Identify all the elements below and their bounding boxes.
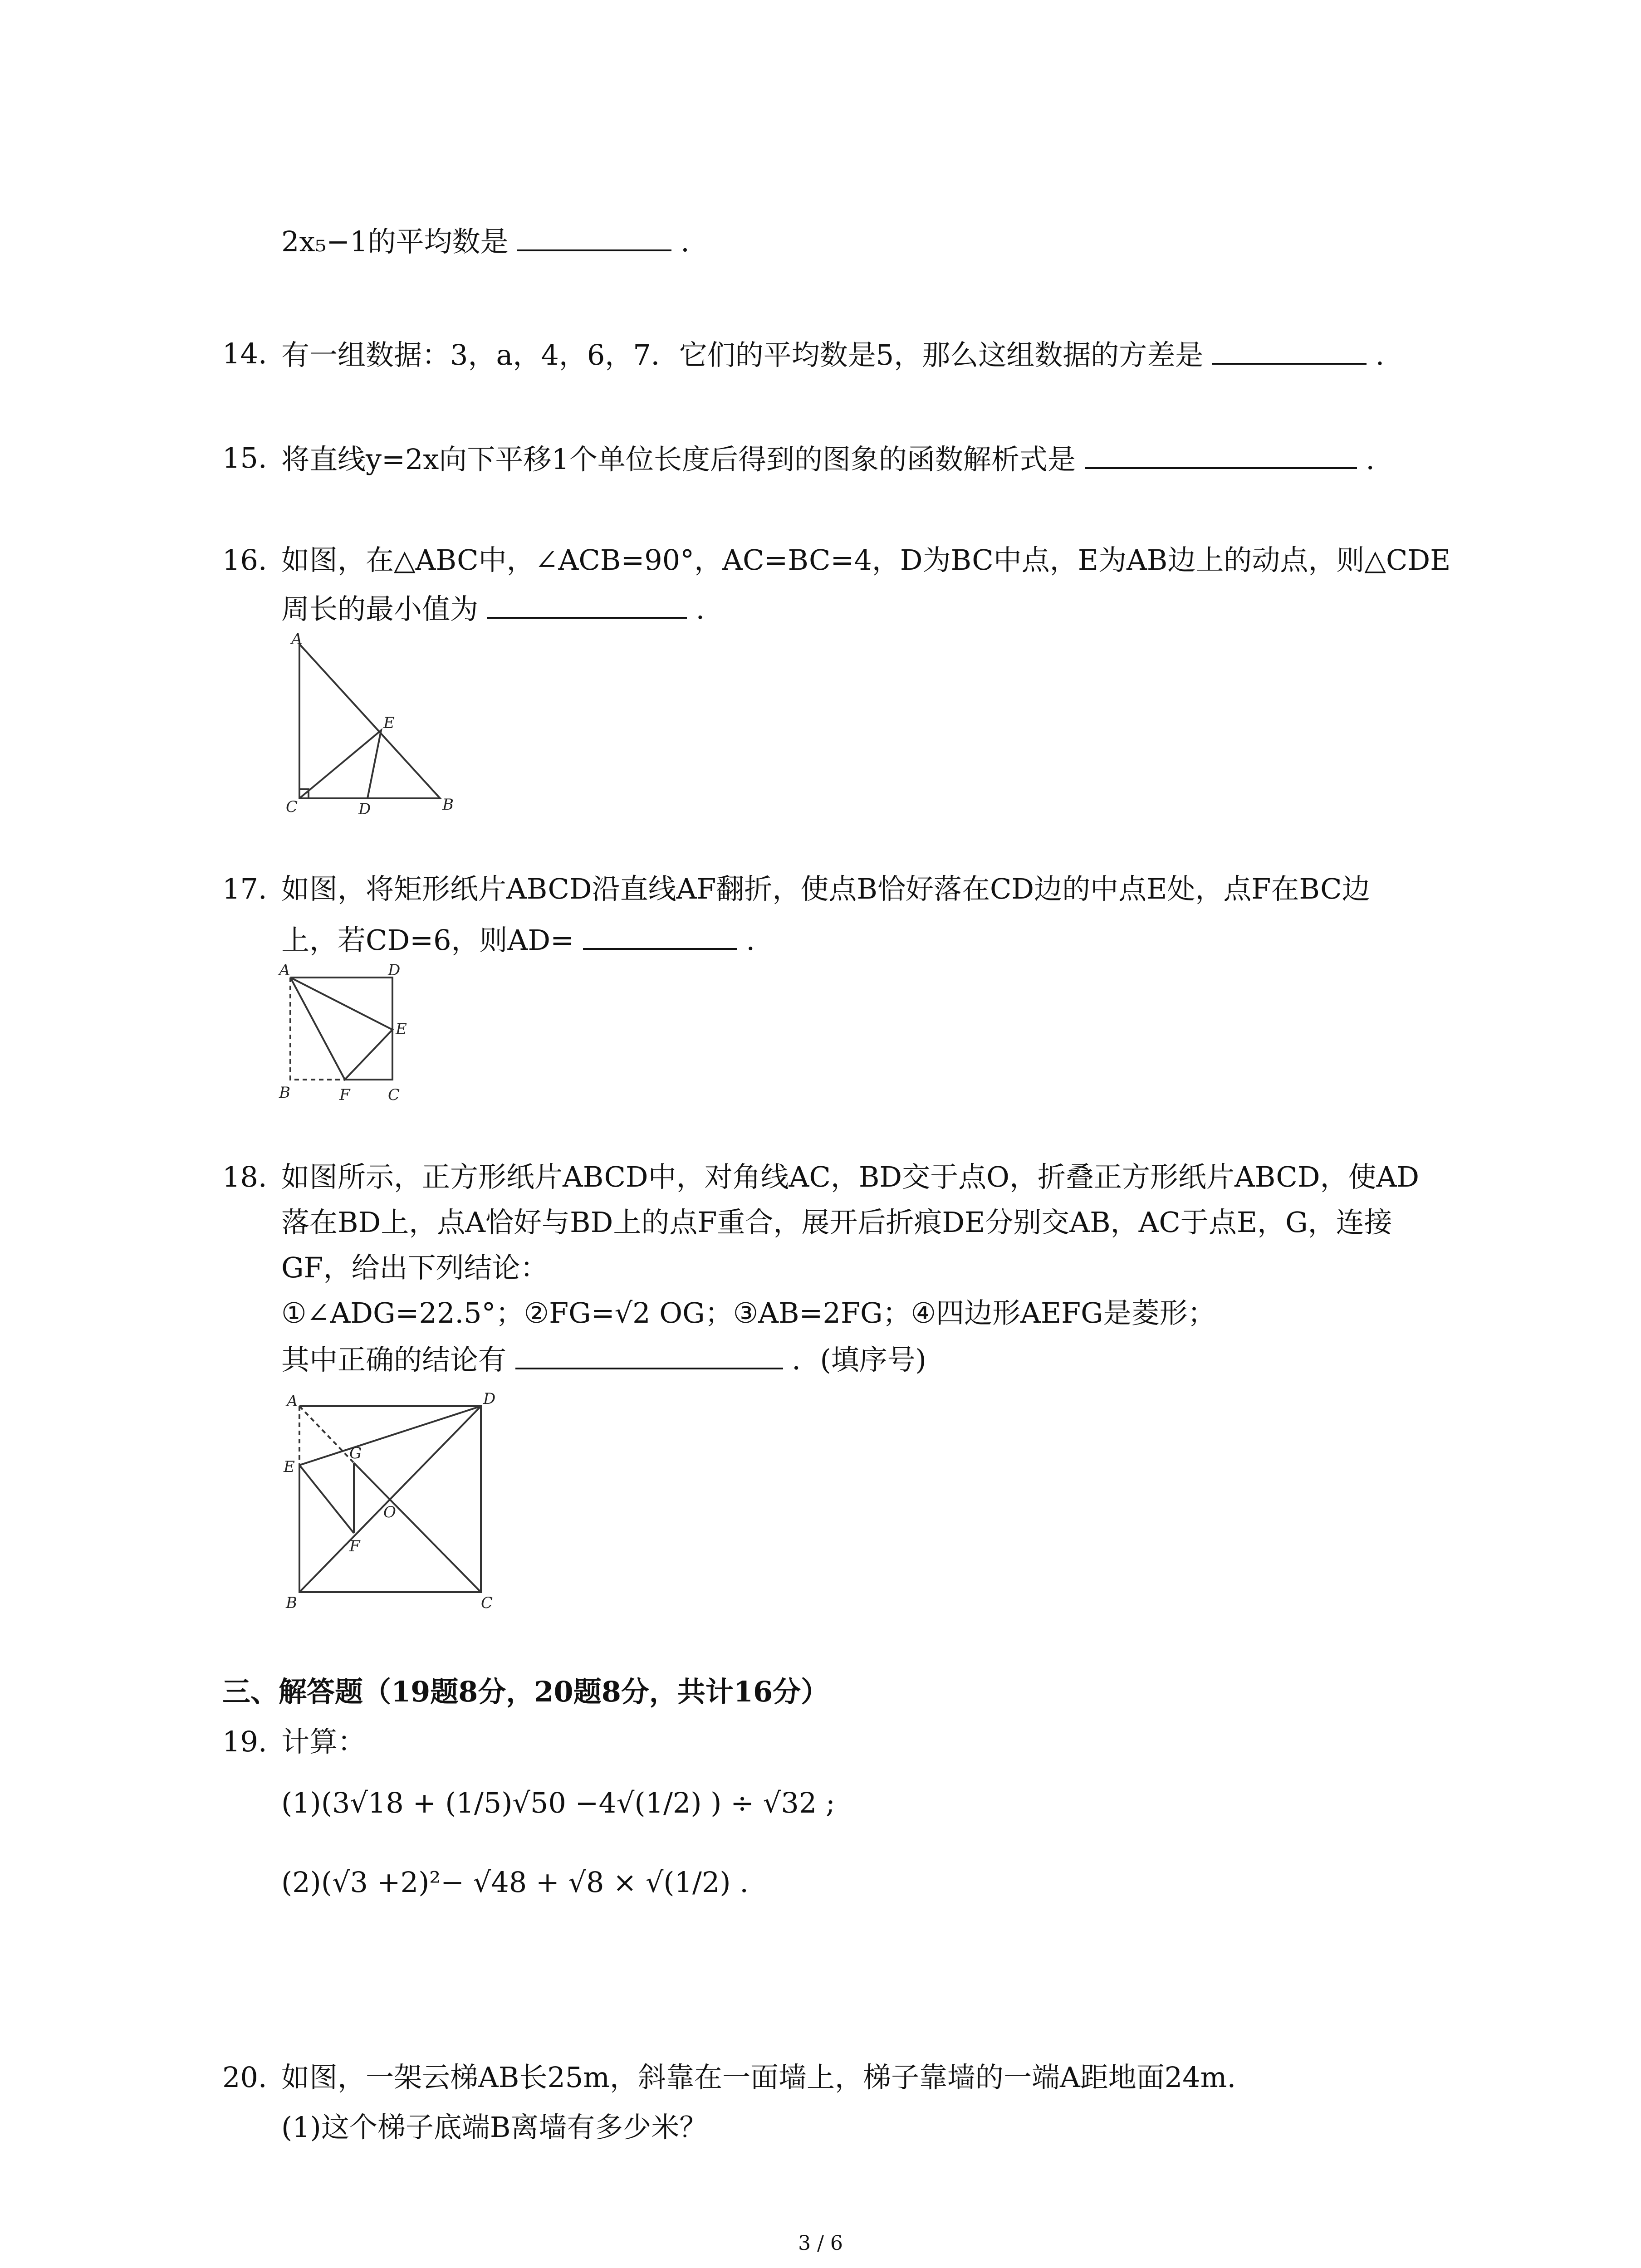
q16-text2: 周长的最小值为 <box>281 592 479 626</box>
q14-tail: . <box>1375 338 1385 371</box>
q17-label-b: B <box>279 1084 290 1102</box>
q19-intro: 计算： <box>281 1725 366 1758</box>
q14-answer-blank[interactable] <box>1212 336 1367 365</box>
q13-answer-blank[interactable] <box>517 222 671 251</box>
q17-label-a: A <box>279 961 290 979</box>
q18-ag-dashed <box>299 1406 354 1463</box>
q16-label-e: E <box>383 714 395 732</box>
q18-text5: 其中正确的结论有 <box>281 1343 507 1376</box>
q16-label-b: B <box>442 796 454 814</box>
q18-label-b: B <box>286 1594 297 1612</box>
q13-tail: . <box>681 225 690 258</box>
q18-label-f: F <box>349 1537 360 1555</box>
q15-text: 将直线y=2x向下平移1个单位长度后得到的图象的函数解析式是 <box>281 443 1076 476</box>
q13-text: 2x₅−1的平均数是 <box>281 225 509 258</box>
q18-label-d: D <box>483 1390 496 1408</box>
q17-tail: . <box>746 924 755 957</box>
q18-line4: ①∠ADG=22.5°；②FG=√2 OG；③AB=2FG；④四边形AEFG是菱形； <box>281 1296 1216 1330</box>
q20-line2: (1)这个梯子底端B离墙有多少米？ <box>281 2111 708 2144</box>
q17-line1: 如图，将矩形纸片ABCD沿直线AF翻折，使点B恰好落在CD边的中点E处，点F在BC边 <box>281 872 1370 905</box>
q18-label-c: C <box>481 1594 493 1612</box>
section-3-heading: 三、解答题（19题8分，20题8分，共计16分） <box>222 1675 829 1708</box>
q17-fold <box>290 978 392 1080</box>
q16-line2 <box>281 590 705 627</box>
q13-line <box>281 222 690 260</box>
q18-line3: GF，给出下列结论： <box>281 1251 549 1284</box>
q16-line1: 如图，在△ABC中，∠ACB=90°，AC=BC=4，D为BC中点，E为AB边上的动点，则△CDE <box>281 543 1451 577</box>
q18-figure <box>272 1383 508 1619</box>
q15-number: 15. <box>222 441 267 474</box>
q14-line <box>281 336 1384 373</box>
q16-tail: . <box>696 592 705 626</box>
q20-line1: 如图，一架云梯AB长25m，斜靠在一面墙上，梯子靠墙的一端A距地面24m. <box>281 2061 1236 2094</box>
page-number: 3 / 6 <box>798 2232 843 2255</box>
q19-part2: (2)(√3 +2)²− √48 + √8 × √(1/2) . <box>281 1866 749 1899</box>
q17-answer-blank[interactable] <box>583 921 737 950</box>
q15-line <box>281 440 1375 478</box>
q18-diagonal-ac <box>354 1463 481 1592</box>
q19-number: 19. <box>222 1725 267 1758</box>
q18-label-a: A <box>287 1392 298 1410</box>
q18-answer-blank[interactable] <box>515 1340 783 1369</box>
q16-number: 16. <box>222 543 267 577</box>
q17-figure <box>272 957 417 1111</box>
q17-label-f: F <box>339 1086 350 1104</box>
q18-tail: ．(填序号) <box>792 1343 926 1376</box>
q18-ef <box>299 1465 354 1533</box>
q18-crease-de <box>299 1406 481 1465</box>
q17-text2: 上，若CD=6，则AD= <box>281 924 574 957</box>
q17-rect-solid <box>290 978 392 1080</box>
q18-label-g: G <box>349 1444 362 1462</box>
q18-number: 18. <box>222 1160 267 1193</box>
q16-label-c: C <box>286 798 298 816</box>
q15-answer-blank[interactable] <box>1085 440 1357 469</box>
q16-figure <box>272 631 463 821</box>
q15-tail: . <box>1366 443 1375 476</box>
q16-label-d: D <box>358 800 371 818</box>
q16-label-a: A <box>291 631 303 648</box>
q19-part1: (1)(3√18 + (1/5)√50 −4√(1/2) ) ÷ √32 ; <box>281 1786 835 1819</box>
q18-line1: 如图所示，正方形纸片ABCD中，对角线AC，BD交于点O，折叠正方形纸片ABCD，使AD <box>281 1160 1420 1193</box>
q14-text: 有一组数据：3，a，4，6，7．它们的平均数是5，那么这组数据的方差是 <box>281 338 1204 371</box>
q17-label-c: C <box>388 1086 400 1104</box>
q17-number: 17. <box>222 872 267 905</box>
q18-line2: 落在BD上，点A恰好与BD上的点F重合，展开后折痕DE分别交AB，AC于点E，G，连接 <box>281 1206 1392 1239</box>
q14-number: 14. <box>222 337 267 370</box>
q16-cde <box>299 730 381 798</box>
q18-label-o: O <box>383 1503 396 1521</box>
q16-triangle <box>299 644 440 798</box>
q18-line5 <box>281 1340 926 1378</box>
q17-label-d: D <box>388 961 401 979</box>
q16-answer-blank[interactable] <box>487 590 687 619</box>
q20-number: 20. <box>222 2061 267 2094</box>
q18-label-e: E <box>284 1458 295 1476</box>
q17-line2 <box>281 921 755 958</box>
q17-label-e: E <box>396 1020 407 1038</box>
